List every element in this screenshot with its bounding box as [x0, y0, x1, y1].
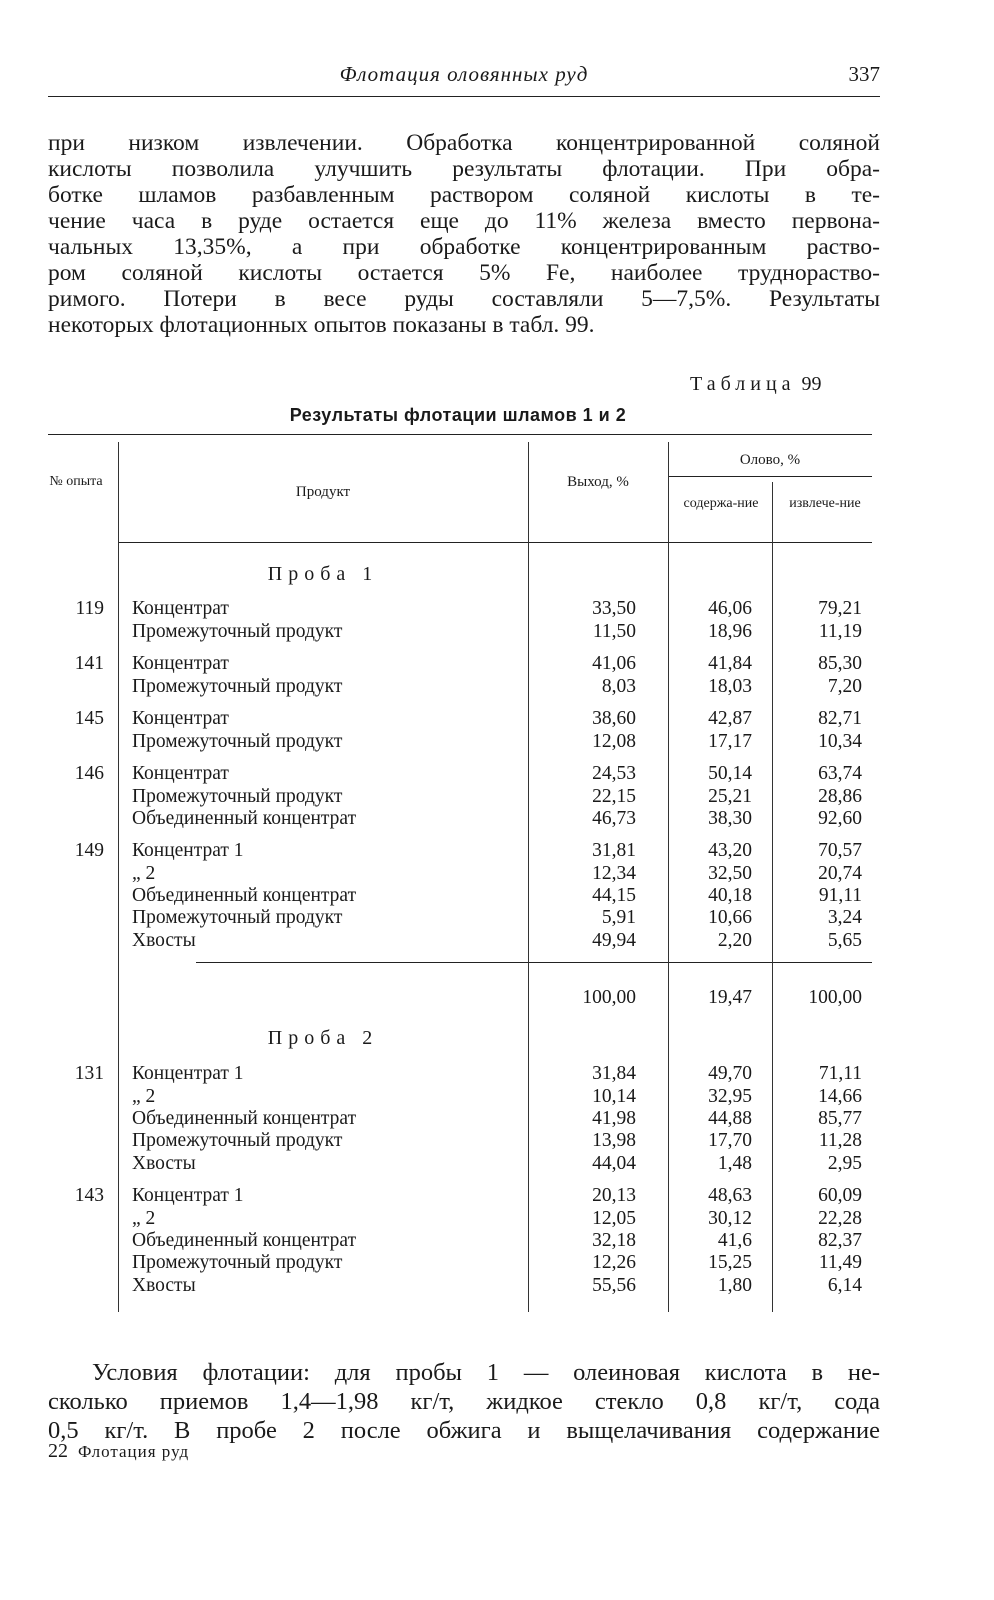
cell-tin-content: 1,80 [717, 1275, 752, 1296]
cell-tin-recovery: 11,28 [818, 1130, 862, 1151]
text-line: ром соляной кислоты остается 5% Fe, наиболее труднораство- [48, 260, 880, 286]
cell-product: Промежуточный продукт [132, 731, 343, 752]
cell-yield: 20,13 [592, 1185, 636, 1206]
col-divider-tin [772, 482, 773, 1312]
cell-tin-content: 38,30 [708, 808, 752, 829]
cell-tin-content: 49,70 [708, 1063, 752, 1084]
table-caption-number: 99 [801, 373, 822, 395]
cell-tin-content: 40,18 [708, 885, 752, 906]
cell-yield: 100,00 [582, 987, 636, 1008]
cell-product: Промежуточный продукт [132, 676, 343, 697]
col-divider-yield [668, 442, 669, 1312]
cell-run-number: 119 [75, 598, 104, 619]
cell-product: Концентрат 1 [132, 840, 244, 861]
cell-product: Концентрат [132, 708, 229, 729]
cell-tin-recovery: 7,20 [827, 676, 862, 697]
cell-product: Объединенный концентрат [132, 808, 357, 829]
cell-product: Объединенный концентрат [132, 1108, 357, 1129]
cell-yield: 49,94 [592, 930, 636, 951]
signature-number: 22 [48, 1440, 68, 1462]
table-caption-label: Таблица [690, 373, 796, 395]
cell-tin-content: 30,12 [708, 1208, 752, 1229]
cell-run-number: 141 [74, 653, 104, 674]
cell-product: Хвосты [132, 1153, 196, 1174]
cell-tin-recovery: 2,95 [827, 1153, 862, 1174]
cell-yield: 41,98 [592, 1108, 636, 1129]
text-line: римого. Потери в весе руды составляли 5—7,5%. Результаты [48, 286, 880, 312]
cell-product: Объединенный концентрат [132, 1230, 357, 1251]
total-rule [196, 962, 872, 963]
cell-yield: 5,91 [601, 907, 636, 928]
cell-yield: 11,50 [592, 621, 636, 642]
cell-tin-recovery: 82,71 [818, 708, 862, 729]
cell-run-number: 149 [74, 840, 104, 861]
cell-product: „ 2 [132, 863, 156, 884]
cell-run-number: 145 [74, 708, 104, 729]
cell-tin-recovery: 28,86 [818, 786, 862, 807]
header-bottom-rule [118, 542, 872, 543]
cell-tin-recovery: 79,21 [818, 598, 862, 619]
cell-tin-recovery: 92,60 [818, 808, 862, 829]
text-line: чение часа в руде остается еще до 11% железа вместо первона- [48, 208, 880, 234]
text-line: ботке шламов разбавленным раствором соляной кислоты в те- [48, 182, 880, 208]
cell-product: Промежуточный продукт [132, 621, 343, 642]
cell-tin-content: 50,14 [708, 763, 752, 784]
cell-tin-content: 43,20 [708, 840, 752, 861]
cell-tin-recovery: 3,24 [827, 907, 862, 928]
header-recovery: извлече-ние [789, 496, 861, 511]
cell-yield: 12,05 [592, 1208, 636, 1229]
cell-product: Промежуточный продукт [132, 1252, 343, 1273]
cell-tin-recovery: 11,19 [818, 621, 862, 642]
cell-yield: 12,34 [592, 863, 636, 884]
cell-yield: 12,08 [592, 731, 636, 752]
cell-tin-content: 48,63 [708, 1185, 752, 1206]
cell-yield: 33,50 [592, 598, 636, 619]
cell-tin-recovery: 91,11 [818, 885, 862, 906]
cell-yield: 44,04 [592, 1153, 636, 1174]
cell-yield: 31,81 [592, 840, 636, 861]
cell-tin-recovery: 22,28 [818, 1208, 862, 1229]
cell-product: „ 2 [132, 1086, 156, 1107]
col-divider-product [528, 442, 529, 1312]
cell-tin-content: 44,88 [708, 1108, 752, 1129]
cell-yield: 38,60 [592, 708, 636, 729]
cell-tin-recovery: 10,34 [818, 731, 862, 752]
cell-yield: 12,26 [592, 1252, 636, 1273]
cell-tin-recovery: 100,00 [808, 987, 862, 1008]
cell-tin-content: 41,84 [708, 653, 752, 674]
cell-yield: 41,06 [592, 653, 636, 674]
cell-product: Хвосты [132, 1275, 196, 1296]
cell-product: Хвосты [132, 930, 196, 951]
cell-tin-recovery: 85,30 [818, 653, 862, 674]
cell-tin-recovery: 6,14 [827, 1275, 862, 1296]
cell-tin-recovery: 85,77 [818, 1108, 862, 1129]
header-yield: Выход, % [567, 474, 629, 490]
cell-run-number: 143 [74, 1185, 104, 1206]
cell-tin-content: 32,95 [708, 1086, 752, 1107]
cell-yield: 55,56 [592, 1275, 636, 1296]
cell-tin-recovery: 20,74 [818, 863, 862, 884]
table-top-rule [48, 434, 872, 435]
cell-yield: 13,98 [592, 1130, 636, 1151]
text-line: 0,5 кг/т. В пробе 2 после обжига и выщелачивания содержание [48, 1417, 880, 1444]
cell-tin-content: 46,06 [708, 598, 752, 619]
cell-yield: 22,15 [592, 786, 636, 807]
cell-product: Концентрат [132, 598, 229, 619]
cell-product: Концентрат [132, 763, 229, 784]
table-title: Результаты флотации шламов 1 и 2 [289, 405, 627, 425]
cell-tin-content: 2,20 [717, 930, 752, 951]
signature-text: Флотация руд [78, 1442, 190, 1461]
cell-tin-content: 18,96 [708, 621, 752, 642]
cell-tin-content: 10,66 [708, 907, 752, 928]
page-number: 337 [848, 62, 880, 86]
results-table [48, 434, 872, 1314]
cell-yield: 46,73 [592, 808, 636, 829]
paragraph-intro [48, 130, 880, 338]
text-line: при низком извлечении. Обработка концентрированной соляной [48, 130, 880, 156]
cell-tin-recovery: 60,09 [818, 1185, 862, 1206]
header-product: Продукт [295, 484, 351, 500]
cell-tin-content: 18,03 [708, 676, 752, 697]
cell-tin-content: 17,17 [708, 731, 752, 752]
running-header [48, 62, 880, 96]
cell-yield: 24,53 [592, 763, 636, 784]
header-num: № опыта [49, 474, 103, 489]
cell-tin-content: 1,48 [717, 1153, 752, 1174]
table-caption [690, 373, 822, 396]
cell-yield: 10,14 [592, 1086, 636, 1107]
cell-yield: 8,03 [601, 676, 636, 697]
cell-tin-content: 19,47 [708, 987, 752, 1008]
cell-tin-content: 41,6 [717, 1230, 752, 1251]
section-title: Проба 2 [267, 1027, 379, 1049]
tin-header-rule [668, 476, 872, 477]
cell-tin-recovery: 71,11 [818, 1063, 862, 1084]
cell-tin-recovery: 82,37 [818, 1230, 862, 1251]
cell-tin-recovery: 14,66 [818, 1086, 862, 1107]
cell-yield: 32,18 [592, 1230, 636, 1251]
cell-product: Объединенный концентрат [132, 885, 357, 906]
cell-tin-recovery: 63,74 [818, 763, 862, 784]
cell-product: „ 2 [132, 1208, 156, 1229]
text-line: Условия флотации: для пробы 1 — олеиновая кислота в не- [92, 1359, 880, 1386]
cell-yield: 44,15 [592, 885, 636, 906]
header-content: содержа-ние [683, 496, 759, 511]
section-title: Проба 1 [267, 563, 379, 585]
text-line: чальных 13,35%, а при обработке концентрированным раство- [48, 234, 880, 260]
cell-product: Концентрат 1 [132, 1063, 244, 1084]
header-rule [48, 96, 880, 97]
cell-tin-recovery: 11,49 [818, 1252, 862, 1273]
footer-signature [48, 1440, 189, 1463]
cell-product: Концентрат 1 [132, 1185, 244, 1206]
paragraph-conditions [48, 1358, 880, 1445]
cell-tin-content: 25,21 [708, 786, 752, 807]
text-line: кислоты позволила улучшить результаты флотации. При обра- [48, 156, 880, 182]
cell-tin-recovery: 5,65 [827, 930, 862, 951]
running-title: Флотация оловянных руд [339, 62, 589, 86]
cell-yield: 31,84 [592, 1063, 636, 1084]
cell-tin-content: 15,25 [708, 1252, 752, 1273]
text-line: некоторых флотационных опытов показаны в табл. 99. [48, 312, 595, 338]
cell-product: Промежуточный продукт [132, 907, 343, 928]
text-line: сколько приемов 1,4—1,98 кг/т, жидкое стекло 0,8 кг/т, сода [48, 1388, 880, 1415]
cell-tin-recovery: 70,57 [818, 840, 862, 861]
header-tin: Олово, % [739, 452, 801, 468]
cell-tin-content: 42,87 [708, 708, 752, 729]
cell-run-number: 131 [74, 1063, 104, 1084]
cell-run-number: 146 [74, 763, 104, 784]
cell-product: Промежуточный продукт [132, 786, 343, 807]
cell-tin-content: 32,50 [708, 863, 752, 884]
cell-product: Промежуточный продукт [132, 1130, 343, 1151]
cell-tin-content: 17,70 [708, 1130, 752, 1151]
cell-product: Концентрат [132, 653, 229, 674]
